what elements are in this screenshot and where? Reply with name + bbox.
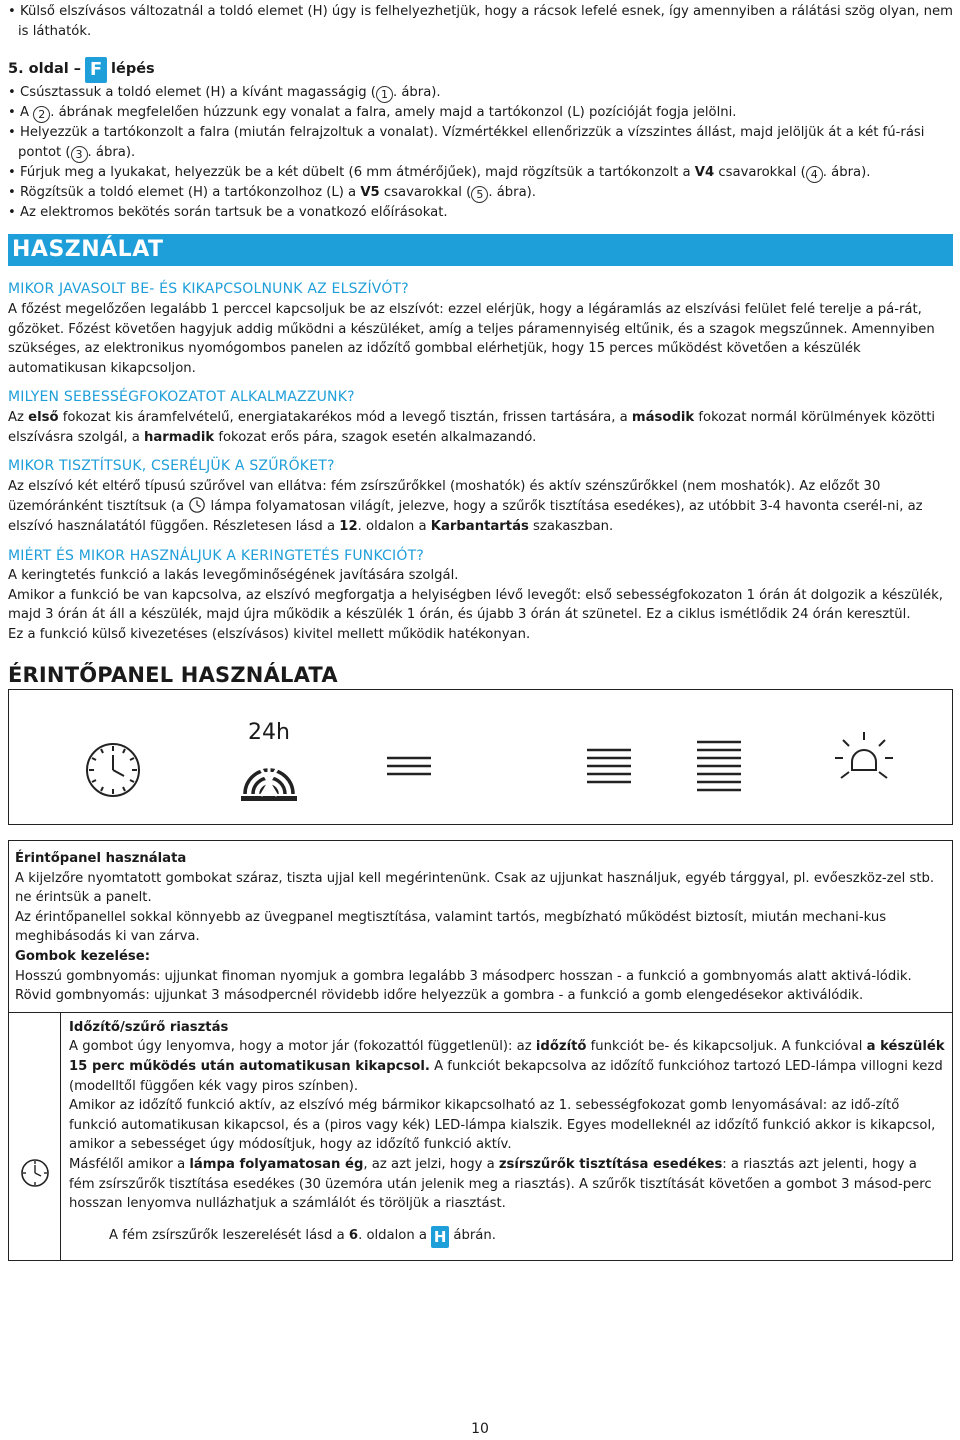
icon-24h-label: 24h	[248, 720, 290, 745]
section-title-panel: ÉRINTŐPANEL HASZNÁLATA	[8, 663, 338, 688]
paragraph-6: Ez a funkció külső kivezetéses (elszívásos) kivitel mellett működik hatékonyan.	[8, 626, 531, 642]
question-3: MIKOR TISZTÍTSUK, CSERÉLJÜK A SZŰRŐKET?	[8, 458, 335, 475]
figure-ref-4: 4	[806, 166, 823, 183]
speed-1-icon[interactable]	[385, 754, 433, 780]
clock-icon	[19, 1157, 51, 1189]
paragraph-4: A keringtetés funkció a lakás levegőminőségének javítására szolgál.	[8, 568, 459, 584]
table-gombok-title: Gombok kezelése:	[15, 948, 150, 964]
page-number: 10	[471, 1421, 489, 1437]
section-title-hasznalat: HASZNÁLAT	[8, 234, 953, 266]
step5-badge: F	[85, 57, 107, 83]
figure-ref-1: 1	[376, 86, 393, 103]
question-1: MIKOR JAVASOLT BE- ÉS KIKAPCSOLNUNK AZ ELSZÍVÓT?	[8, 281, 409, 298]
step5-heading	[8, 57, 953, 83]
figure-ref-5: 5	[471, 186, 488, 203]
timer-title: Időzítő/szűrő riasztás	[69, 1019, 229, 1035]
timer-icon-cell	[9, 1013, 61, 1260]
step5-bullet-1: • Csúsztassuk a toldó elemet (H) a kívánt magasságig ( 1 . ábra).	[8, 83, 953, 103]
paragraph-5: Amikor a funkció be van kapcsolva, az elszívó megforgatja a helyiségben lévő levegőt: első sebességfokozaton 1 órán át dolgozik a készülék, majd 3 órán át áll a készülék, majd újra működik a készülék 1 órán, és újabb 3 órán át szünetel. Ez a ciklus ismétlődik 24 órán keresztül.	[8, 587, 944, 623]
timer-paragraph-3: Másfélől amikor a lámpa folyamatosan ég, az azt jelzi, hogy a zsírszűrők tisztítása esedékes: a riasztás azt jelenti, hogy a fém zsírszűrők tisztítása esedékes (30 üzemóra után jelenik meg a riasztás). A szűrők tisztítását követően a gombot 3 másod-perc hosszan lenyomva nullázhatjuk a számlálót és töröljük a riasztást.	[69, 1156, 932, 1212]
step5-bullet-6: • Az elektromos bekötés során tartsuk be a vonatkozó előírásokat.	[8, 203, 953, 223]
table-row-intro	[9, 841, 952, 1013]
table-row-timer	[9, 1013, 952, 1260]
step5-bullet-4: • Fúrjuk meg a lyukakat, helyezzük be a két dübelt (6 mm átmérőjűek), majd rögzítsük a tartókonzolt a V4 csavarokkal ( 4 . ábra).	[8, 163, 953, 183]
step5-bullet-5: • Rögzítsük a toldó elemet (H) a tartókonzolhoz (L) a V5 csavarokkal ( 5 . ábra).	[8, 183, 953, 203]
question-4: MIÉRT ÉS MIKOR HASZNÁLJUK A KERINGTETÉS FUNKCIÓT?	[8, 547, 424, 564]
touch-panel	[8, 689, 953, 825]
table-paragraph-4: Rövid gombnyomás: ujjunkat 3 másodpercnél rövidebb időre helyezzük a gombra - a funkció a gomb elengedésekor aktiválódik.	[15, 988, 864, 1004]
figure-ref-2: 2	[33, 106, 50, 123]
clock-icon	[188, 496, 206, 514]
page	[8, 2, 953, 1246]
table-paragraph-1: A kijelzőre nyomtatott gombokat száraz, tiszta ujjal kell megérintenünk. Csak az ujjunkat használjuk, egyéb tárggyal, pl. evőeszköz-zel stb. ne érintsük a panelt.	[15, 870, 935, 906]
table-paragraph-3: Hosszú gombnyomás: ujjunkat finoman nyomjuk a gombra legalább 3 másodperc hosszan - a funkció a gombnyomás alatt aktivá-lódik.	[15, 968, 912, 984]
timer-paragraph-2: Amikor az időzítő funkció aktív, az elszívó még bármikor kikapcsolható az 1. sebességfokozat gomb lenyomásával: az idő-zítő funkció automatikusan kikapcsol, és a (piros vagy kék) LED-lámpa kialszik. Egyes modelleknél az időzítő funkció akkor is kikapcsol, amikor a sebességet úgy módosítjuk, hogy az időzítő funkció aktív.	[69, 1098, 936, 1153]
step5-bullet-3: • Helyezzük a tartókonzolt a falra (miután felrajzoltuk a vonalat). Vízmértékkel ellenőrizzük a vízszintes állást, majd jelöljük át a két fú-rási pontot ( 3 . ábra).	[8, 123, 953, 163]
speed-2-icon[interactable]	[585, 746, 633, 788]
timer-text-cell	[61, 1013, 952, 1260]
speed-3-icon[interactable]	[695, 738, 743, 796]
paragraph-1: A főzést megelőzően legalább 1 perccel kapcsoljuk be az elszívót: ezzel elérjük, hogy a légáramlás az elszívási felület felé terelje a pá-rát, gőzöket. Főzést követően hagyjuk addig működni a készüléket, amíg a teljes páramennyiség eltűnik, és a szagok megszűnnek. Amennyiben szükséges, az elektronikus nyomógombos panelen az időzítő gombbal elérhetjük, hogy 15 perces működést követően a készülék automatikusan kikapcsoljon.	[8, 301, 935, 376]
question-2: MILYEN SEBESSÉGFOKOZATOT ALKALMAZZUNK?	[8, 389, 355, 406]
timer-paragraph-1: A gombot úgy lenyomva, hogy a motor jár (fokozattól függetlenül): az időzítő funkciót be- és kikapcsoljuk. A funkcióval a készülék 15 perc működés után automatikusan kikapcsol. A funkciót bekapcsolva az időzítő funkcióhoz tartozó LED-lámpa villogni kezd (modelltől függően kék vagy piros színben).	[69, 1039, 945, 1094]
timer-note: A fém zsírszűrők leszerelését lásd a 6. oldalon a H ábrán.	[109, 1227, 496, 1246]
figure-badge-h: H	[431, 1226, 449, 1248]
clock-icon[interactable]	[81, 738, 145, 802]
table-heading: Érintőpanel használata	[15, 851, 187, 866]
touch-panel-table	[8, 840, 953, 1261]
recirculation-24h-icon[interactable]	[233, 720, 305, 810]
intro-bullet: • Külső elszívásos változatnál a toldó elemet (H) úgy is felhelyezhetjük, hogy a rácsok lefelé esnek, így amennyiben a rálátási szög olyan, nem is láthatók.	[8, 2, 953, 41]
step5-label: 5. oldal –	[8, 61, 82, 78]
step5-bullet-2: • A 2 . ábrának megfelelően húzzunk egy vonalat a falra, amely majd a tartókonzol (L) pozícióját fogja jelölni.	[8, 103, 953, 123]
light-icon[interactable]	[829, 726, 899, 796]
paragraph-3: Az elszívó két eltérő típusú szűrővel van ellátva: fém zsírszűrőkkel (moshatók) és aktív szénszűrőkkel (nem moshatók). Az előzőt 30 üzemóránként tisztítsuk (a lámpa folyamatosan világít, jelezve, hogy a szűrők tisztítása esedékes), az utóbbit 3-4 havonta cserél-ni, az elszívó használatától függően. Részletesen lásd a 12. oldalon a Karbantartás szakaszban.	[8, 478, 923, 534]
step5-label2: lépés	[111, 61, 155, 78]
table-paragraph-2: Az érintőpanellel sokkal könnyebb az üvegpanel megtisztítása, valamint tartós, megbízható működést biztosít, miután mechani-kus meghibásodás ki van zárva.	[15, 909, 887, 945]
paragraph-2: Az első fokozat kis áramfelvételű, energiatakarékos mód a levegő tisztán, frissen tartására, a második fokozat normál körülmények közötti elszívásra szolgál, a harmadik fokozat erős pára, szagok esetén alkalmazandó.	[8, 409, 936, 445]
figure-ref-3: 3	[71, 146, 88, 163]
